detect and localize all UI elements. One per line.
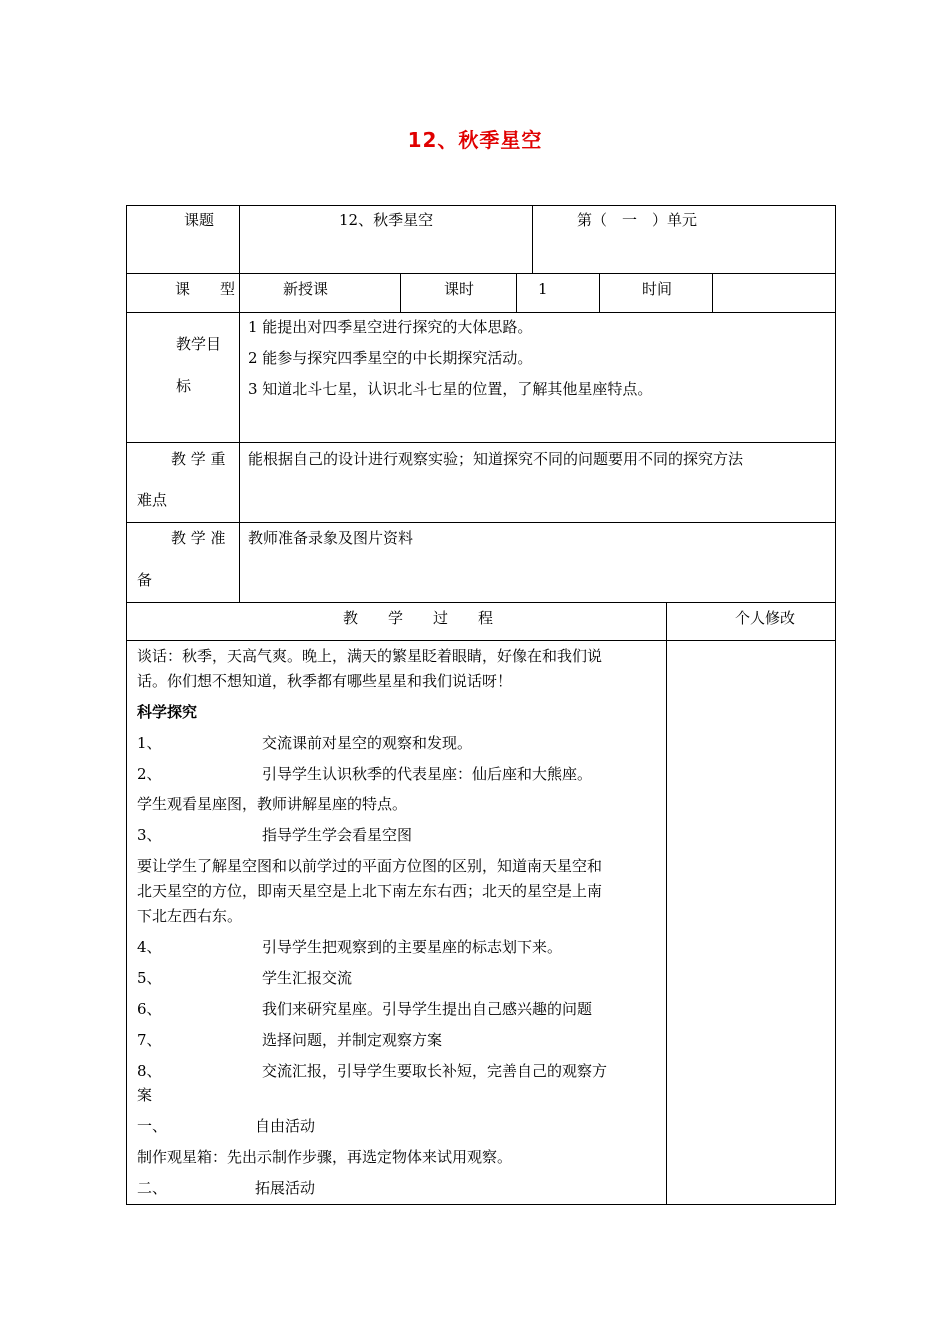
table-rule [126, 602, 836, 603]
step-text: 学生汇报交流 [262, 969, 353, 987]
step-number: 2、 [137, 765, 162, 783]
table-rule [126, 1204, 836, 1205]
step-text: 交流汇报，引导学生要取长补短，完善自己的观察方 [262, 1062, 608, 1080]
step-number: 4、 [137, 938, 162, 956]
table-rule [666, 602, 667, 1205]
table-rule [126, 273, 836, 274]
table-rule [126, 640, 836, 641]
process-text: 话。你们想不想知道，秋季都有哪些星星和我们说话呀！ [137, 672, 513, 690]
topic-label: 课题 [184, 211, 215, 229]
step-number: 8、 [137, 1062, 162, 1080]
table-rule [599, 273, 600, 313]
process-text: 北天星空的方位，即南天星空是上北下南左东右西；北天的星空是上南 [137, 882, 603, 900]
process-text: 谈话：秋季，天高气爽。晚上，满天的繁星眨着眼睛，好像在和我们说 [137, 647, 603, 665]
hours-value: 1 [538, 280, 548, 298]
table-rule [400, 273, 401, 313]
table-rule [126, 442, 836, 443]
table-rule [126, 205, 836, 206]
section-heading: 科学探究 [137, 703, 198, 721]
preparation-label-cont: 备 [137, 571, 153, 589]
step-text: 我们来研究星座。引导学生提出自己感兴趣的问题 [262, 1000, 593, 1018]
step-number: 5、 [137, 969, 162, 987]
process-text: 下北左西右东。 [137, 907, 243, 925]
step-text: 引导学生把观察到的主要星座的标志划下来。 [262, 938, 563, 956]
process-text: 制作观星箱：先出示制作步骤，再选定物体来试用观察。 [137, 1148, 513, 1166]
table-rule [835, 205, 836, 1205]
step-number: 1、 [137, 734, 162, 752]
page-title: 12、秋季星空 [407, 128, 543, 152]
goal-item: 1 能提出对四季星空进行探究的大体思路。 [248, 318, 533, 336]
type-label: 课 型 [175, 280, 236, 298]
goals-label-cont: 标 [176, 377, 192, 395]
table-rule [126, 312, 836, 313]
table-rule [712, 273, 713, 313]
table-rule [532, 205, 533, 274]
table-rule [126, 522, 836, 523]
step-text: 指导学生学会看星空图 [262, 826, 413, 844]
table-rule [516, 273, 517, 313]
activity-text: 拓展活动 [255, 1179, 316, 1197]
process-header: 教 学 过 程 [343, 609, 494, 627]
process-text: 要让学生了解星空图和以前学过的平面方位图的区别，知道南天星空和 [137, 857, 603, 875]
activity-number: 一、 [137, 1117, 168, 1135]
activity-number: 二、 [137, 1179, 168, 1197]
step-text: 选择问题，并制定观察方案 [262, 1031, 443, 1049]
revision-header: 个人修改 [735, 609, 796, 627]
step-text: 引导学生认识秋季的代表星座：仙后座和大熊座。 [262, 765, 593, 783]
table-rule [239, 205, 240, 603]
step-number: 6、 [137, 1000, 162, 1018]
activity-text: 自由活动 [255, 1117, 316, 1135]
key-points-label-cont: 难点 [137, 491, 168, 509]
key-points-label: 教 学 重 [171, 450, 226, 468]
goal-item: 2 能参与探究四季星空的中长期探究活动。 [248, 349, 533, 367]
type-value: 新授课 [283, 280, 329, 298]
unit-label: 第（ 一 ）单元 [577, 211, 698, 229]
key-points-value: 能根据自己的设计进行观察实验；知道探究不同的问题要用不同的探究方法 [248, 450, 744, 468]
process-text: 学生观看星座图，教师讲解星座的特点。 [137, 795, 408, 813]
preparation-value: 教师准备录象及图片资料 [248, 529, 414, 547]
process-text: 案 [137, 1086, 153, 1104]
step-text: 交流课前对星空的观察和发现。 [262, 734, 473, 752]
hours-label: 课时 [444, 280, 475, 298]
time-label: 时间 [642, 280, 673, 298]
table-rule [126, 205, 127, 1205]
goal-item: 3 知道北斗七星，认识北斗七星的位置，了解其他星座特点。 [248, 380, 653, 398]
step-number: 3、 [137, 826, 162, 844]
step-number: 7、 [137, 1031, 162, 1049]
goals-label: 教学目 [176, 335, 222, 353]
topic-value: 12、秋季星空 [339, 211, 434, 229]
preparation-label: 教 学 准 [171, 529, 226, 547]
